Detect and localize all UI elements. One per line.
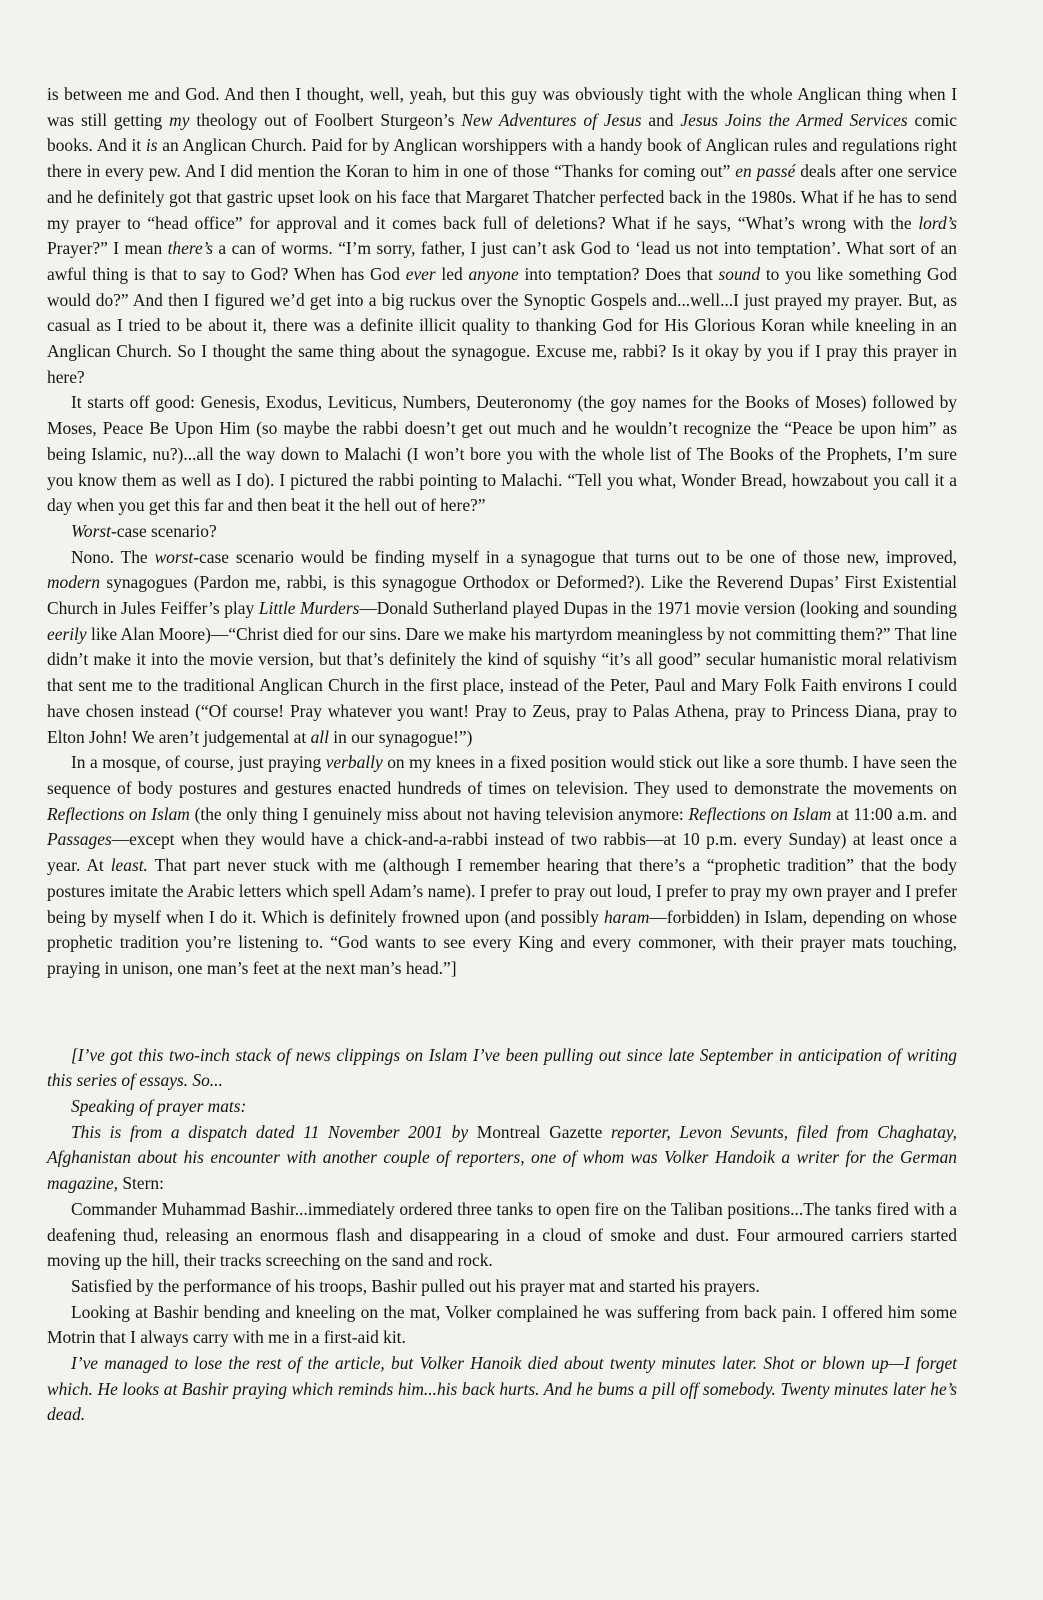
italic-text-run: Passages xyxy=(47,829,112,850)
text-run: like Alan Moore)—“Christ died for our sins. Dare we make his martyrdom meaningless by not committing them?” That line didn’t make it into the movie version, but that’s definitely the kind of squishy “it’s all good” secular humanistic moral relativism that sent me to the traditional Anglican Church in the first place, instead of the Peter, Paul and Mary Folk Faith environs I could have chosen instead (“Of course! Pray whatever you want! Pray to Zeus, pray to Palas Athena, pray to Princess Diana, pray to Elton John! We aren’t judgemental at xyxy=(47,623,957,747)
italic-text-run: Reflections on Islam xyxy=(688,803,832,824)
text-run: to you like something God would do?” And then I figured we’d get into a big ruckus over the Synoptic Gospels and...well...I just prayed my prayer. But, as casual as I tried to be about it, there was a definite illicit quality to thanking God for His Glorious Koran while kneeling in an Anglican Church. So I thought the same thing about the synagogue. Excuse me, rabbi? Is it okay by you if I pray this prayer in here? xyxy=(47,263,957,387)
text-run: Stern: xyxy=(118,1173,164,1194)
text-run: (the only thing I genuinely miss about not having television anymore: xyxy=(189,803,689,824)
italic-text-run: This is from a dispatch dated 11 November 2001 by xyxy=(71,1121,469,1142)
italic-text-run: ever xyxy=(405,263,436,284)
italic-text-run: Little Murders xyxy=(258,598,360,619)
text-run: Satisfied by the performance of his troops, Bashir pulled out his prayer mat and started his prayers. xyxy=(71,1275,760,1296)
italic-text-run: worst xyxy=(154,546,194,567)
text-run: led xyxy=(435,263,469,284)
italic-text-run: modern xyxy=(47,572,101,593)
italic-text-run: eerily xyxy=(47,623,87,644)
text-run: That part never stuck with me (although I remember hearing that there’s a “prophetic tradition” that the body postures imitate the Arabic letters which spell Adam’s name). I prefer to pray out loud, I prefer to pray my own prayer and I prefer being by myself when I do it. Which is definitely frowned upon (and possibly xyxy=(47,855,957,927)
text-run: Prayer?” I mean xyxy=(47,238,168,259)
clipping-intro xyxy=(47,1043,957,1094)
text-run: —Donald Sutherland played Dupas in the 1971 movie version (looking and sounding xyxy=(359,598,957,619)
text-run: deals after one service and he definitely got that gastric upset look on his face that Margaret Thatcher perfected back in the 1980s. What if he has to send my prayer to “head office” for approval and it comes back full of deletions? What if he says, “What’s wrong with the xyxy=(47,161,957,233)
clipping-source xyxy=(47,1120,957,1197)
clipping-paragraph xyxy=(47,1094,957,1120)
italic-text-run: en passé xyxy=(735,161,796,182)
text-run: -case scenario? xyxy=(110,520,217,541)
clipping-quote xyxy=(47,1197,957,1274)
text-run: theology out of Foolbert Sturgeon’s xyxy=(189,109,462,130)
text-run: an Anglican Church. Paid for by Anglican worshippers with a handy book of Anglican rules and regulations right there in every pew. And I did mention the Koran to him in one of those “Thanks for coming out” xyxy=(47,135,957,182)
text-run: —except when they would have a chick-and-a-rabbi instead of two rabbis—at 10 p.m. every Sunday) at least once a year. At xyxy=(47,829,957,876)
italic-text-run: lord’s xyxy=(918,212,957,233)
text-run: a can of worms. “I’m sorry, father, I just can’t ask God to ‘lead us not into temptation’. What sort of an awful thing is that to say to God? When has God xyxy=(47,238,957,284)
text-run: in our synagogue!”) xyxy=(328,726,473,747)
italic-text-run: anyone xyxy=(468,263,519,284)
text-run: It starts off good: Genesis, Exodus, Leviticus, Numbers, Deuteronomy (the goy names for the Books of Moses) followed by Moses, Peace Be Upon Him (so maybe the rabbi doesn’t get out much and he wouldn’t recognize the “Peace be upon him” as being Islamic, nu?)...all the way down to Malachi (I won’t bore you with the whole list of The Books of the Prophets, I’m sure you know them as well as I do). I pictured the rabbi pointing to Malachi. “Tell you what, Wonder Bread, howzabout you call it a day when you get this far and then beat it the hell out of here?” xyxy=(47,392,957,516)
clipping-closing xyxy=(47,1351,957,1428)
text-run: comic books. And it xyxy=(47,109,957,156)
text-run: is between me and God. And then I thought, well, yeah, but this guy was obviously tight with the whole Anglican thing when I was still getting xyxy=(47,84,957,130)
italic-text-run: reporter, Levon Sevunts, filed from Chaghatay, Afghanistan about his encounter with another couple of reporters, one of whom was Volker Handoik a writer for the German magazine, xyxy=(47,1121,958,1194)
text-run: Nono. The xyxy=(71,546,155,567)
text-run: into temptation? Does that xyxy=(518,263,719,284)
italic-text-run: Speaking of prayer mats: xyxy=(71,1096,247,1117)
paragraph xyxy=(47,545,957,751)
text-run: In a mosque, of course, just praying xyxy=(71,752,326,773)
paragraph xyxy=(47,82,957,390)
page-body xyxy=(47,82,957,1428)
italic-text-run: Reflections on Islam xyxy=(47,803,190,824)
italic-text-run: Jesus Joins the Armed Services xyxy=(680,109,908,130)
clipping-quote xyxy=(47,1300,957,1351)
text-run: Looking at Bashir bending and kneeling on the mat, Volker complained he was suffering from back pain. I offered him some Motrin that I always carry with me in a first-aid kit. xyxy=(47,1301,957,1348)
text-run: Commander Muhammad Bashir...immediately ordered three tanks to open fire on the Taliban positions...The tanks fired with a deafening thud, releasing an enormous flash and disappearing in a cloud of smoke and dust. Four armoured carriers started moving up the hill, their tracks screeching on the sand and rock. xyxy=(47,1198,957,1271)
text-run: at 11:00 a.m. and xyxy=(831,803,957,824)
paragraph xyxy=(47,750,957,981)
paragraph xyxy=(47,519,957,545)
italic-text-run: all xyxy=(310,726,329,747)
italic-text-run: Worst xyxy=(71,520,111,541)
clipping-quote xyxy=(47,1274,957,1300)
italic-text-run: New Adventures of Jesus xyxy=(461,109,642,130)
text-run: on my knees in a fixed position would stick out like a sore thumb. I have seen the sequence of body postures and gestures enacted hundreds of times on television. They used to demonstrate the movements on xyxy=(47,752,957,798)
text-run: Montreal Gazette xyxy=(468,1121,611,1142)
italic-text-run: is xyxy=(145,135,158,156)
text-run: and xyxy=(641,109,681,130)
italic-text-run: my xyxy=(169,109,190,130)
italic-text-run: there’s xyxy=(167,238,213,259)
text-run: synagogues (Pardon me, rabbi, is this synagogue Orthodox or Deformed?). Like the Reverend Dupas’ First Existential Church in Jules Feiffer’s play xyxy=(47,572,957,619)
italic-text-run: [I’ve got this two-inch stack of news clippings on Islam I’ve been pulling out since late September in anticipation of writing this series of essays. So... xyxy=(47,1044,957,1091)
paragraph xyxy=(47,390,957,519)
italic-text-run: I’ve managed to lose the rest of the article, but Volker Hanoik died about twenty minutes later. Shot or blown up—I forget which. He looks at Bashir praying which reminds him...his back hurts. And he bums a pill off somebody. Twenty minutes later he’s dead. xyxy=(47,1353,957,1425)
italic-text-run: haram xyxy=(603,906,650,927)
text-run: —forbidden) in Islam, depending on whose prophetic tradition you’re listening to. “God wants to see every King and every commoner, with their prayer mats touching, praying in unison, one man’s feet at the next man’s head.”] xyxy=(47,906,957,978)
italic-text-run: verbally xyxy=(325,752,383,773)
italic-text-run: sound xyxy=(718,263,761,284)
text-run: -case scenario would be finding myself in a synagogue that turns out to be one of those new, improved, xyxy=(193,546,957,567)
italic-text-run: least. xyxy=(110,855,148,876)
